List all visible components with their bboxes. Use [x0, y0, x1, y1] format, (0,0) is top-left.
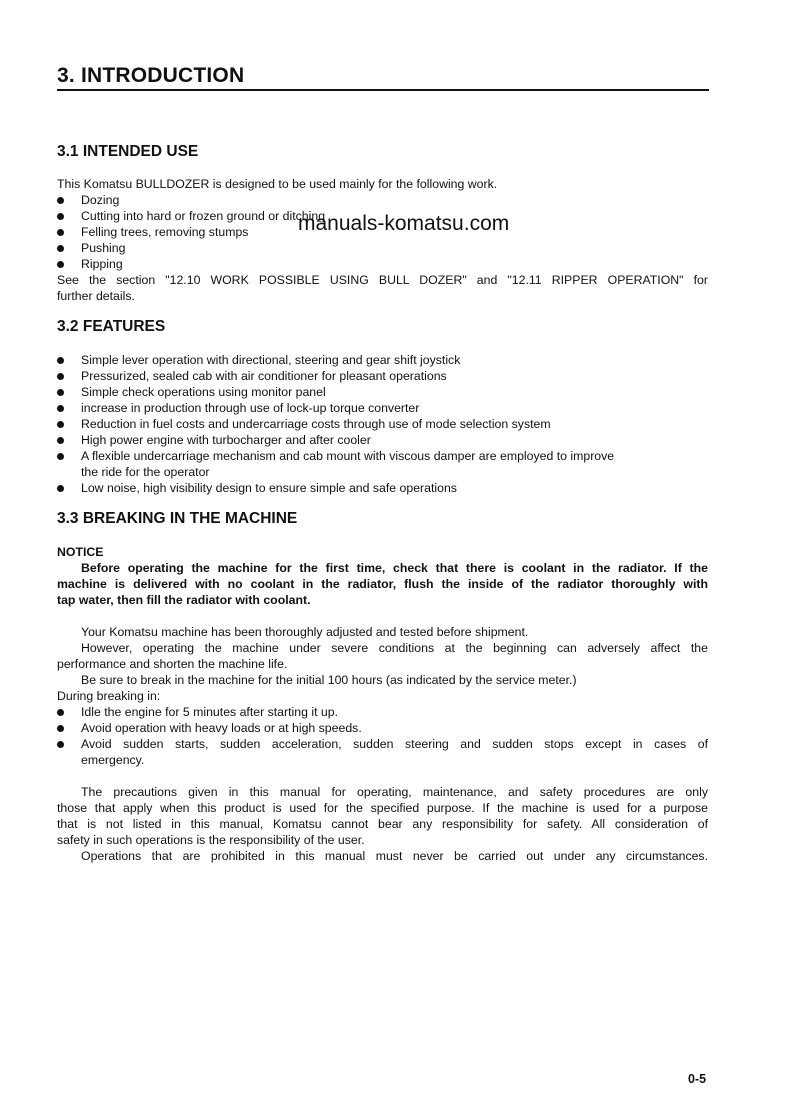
- paragraph: safety in such operations is the responsibility of the user.: [57, 833, 365, 847]
- section-heading-features: 3.2 FEATURES: [57, 318, 166, 335]
- paragraph: that is not listed in this manual, Komatsu cannot bear any responsibility for safety. All consideration of: [57, 817, 708, 831]
- bullet-icon: [57, 229, 64, 236]
- chapter-title: 3. INTRODUCTION: [57, 64, 709, 91]
- watermark: manuals-komatsu.com: [298, 212, 510, 235]
- section-heading-intended-use: 3.1 INTENDED USE: [57, 143, 199, 160]
- notice-text: machine is delivered with no coolant in the radiator, flush the inside of the radiator thoroughly with: [57, 577, 708, 591]
- paragraph: Be sure to break in the machine for the initial 100 hours (as indicated by the service meter.): [81, 673, 577, 687]
- bullet-icon: [57, 261, 64, 268]
- see-section-note-cont: further details.: [57, 289, 135, 303]
- bullet-icon: [57, 389, 64, 396]
- bullet-icon: [57, 741, 64, 748]
- list-item-continuation: emergency.: [81, 753, 145, 767]
- bullet-icon: [57, 213, 64, 220]
- bullet-icon: [57, 453, 64, 460]
- intended-use-intro: This Komatsu BULLDOZER is designed to be used mainly for the following work.: [57, 177, 498, 191]
- bullet-icon: [57, 421, 64, 428]
- paragraph: those that apply when this product is used for the specified purpose. If the machine is used for a purpose: [57, 801, 708, 815]
- bullet-icon: [57, 709, 64, 716]
- notice-text: Before operating the machine for the first time, check that there is coolant in the radiator. If the: [81, 561, 708, 575]
- bullet-icon: [57, 485, 64, 492]
- notice-label: NOTICE: [57, 545, 104, 559]
- paragraph: The precautions given in this manual for operating, maintenance, and safety procedures are only: [81, 785, 708, 799]
- paragraph: During breaking in:: [57, 689, 161, 703]
- bullet-icon: [57, 405, 64, 412]
- paragraph: Your Komatsu machine has been thoroughly adjusted and tested before shipment.: [81, 625, 529, 639]
- bullet-icon: [57, 373, 64, 380]
- bullet-icon: [57, 357, 64, 364]
- section-heading-breaking-in: 3.3 BREAKING IN THE MACHINE: [57, 510, 298, 527]
- paragraph: However, operating the machine under severe conditions at the beginning can adversely affect the: [81, 641, 708, 655]
- manual-page: 3. INTRODUCTION 3.1 INTENDED USE This Komatsu BULLDOZER is designed to be used mainly for the following work. Dozing Cutting into hard or frozen ground or ditching Felling trees, removing stumps Pushing Ripping See the section "12.10 WORK POSSIBLE USING BULL DOZER" and "12.11 RIPPER OPERATION" for further details. manuals-komatsu.com 3.2 FEATURES Simple lever operation with directional, steering and gear shift joystick Pressurized, sealed cab with air conditioner for pleasant operations Simple check operations using monitor panel increase in production through use of lock-up torque converter Reduction in fuel costs and undercarriage costs through use of mode selection system High power engine with turbocharger and after cooler A flexible undercarriage mechanism and cab mount with viscous damper are employed to improve the ride for the operator Low noise, high visibility design to ensure simple and safe operations 3.3 BREAKING IN THE MACHINE NOTICE Before operating the machine for the first time, check that there is coolant in the radiator. If the machine is delivered with no coolant in the radiator, flush the inside of the radiator thoroughly with tap water, then fill the radiator with coolant. Your Komatsu machine has been thoroughly adjusted and tested before shipment. However, operating the machine under severe conditions at the beginning can adversely affect the performance and shorten the machine life. Be sure to break in the machine for the initial 100 hours (as indicated by the service meter.) During breaking in: Idle the engine for 5 minutes after starting it up. Avoid operation with heavy loads or at high speeds. Avoid sudden starts, sudden acceleration, sudden steering and sudden stops except in cases of emergency. The precautions given in this manual for operating, maintenance, and safety procedures are only those that apply when this product is used for the specified purpose. If the machine is used for a purpose that is not listed in this manual, Komatsu cannot bear any responsibility for safety. All consideration of safety in such operations is the responsibility of the user. Operations that are prohibited in this manual must never be carried out under any circumstances. 0-5: [57, 64, 708, 1086]
- list-item-continuation: the ride for the operator: [81, 465, 210, 479]
- bullet-icon: [57, 197, 64, 204]
- bullet-icon: [57, 725, 64, 732]
- paragraph: Operations that are prohibited in this manual must never be carried out under any circumstances.: [81, 849, 708, 863]
- paragraph: performance and shorten the machine life.: [57, 657, 288, 671]
- page-number: 0-5: [688, 1072, 707, 1086]
- see-section-note: See the section "12.10 WORK POSSIBLE USING BULL DOZER" and "12.11 RIPPER OPERATION" for: [57, 273, 708, 287]
- bullet-icon: [57, 245, 64, 252]
- bullet-icon: [57, 437, 64, 444]
- notice-text: tap water, then fill the radiator with coolant.: [57, 593, 311, 607]
